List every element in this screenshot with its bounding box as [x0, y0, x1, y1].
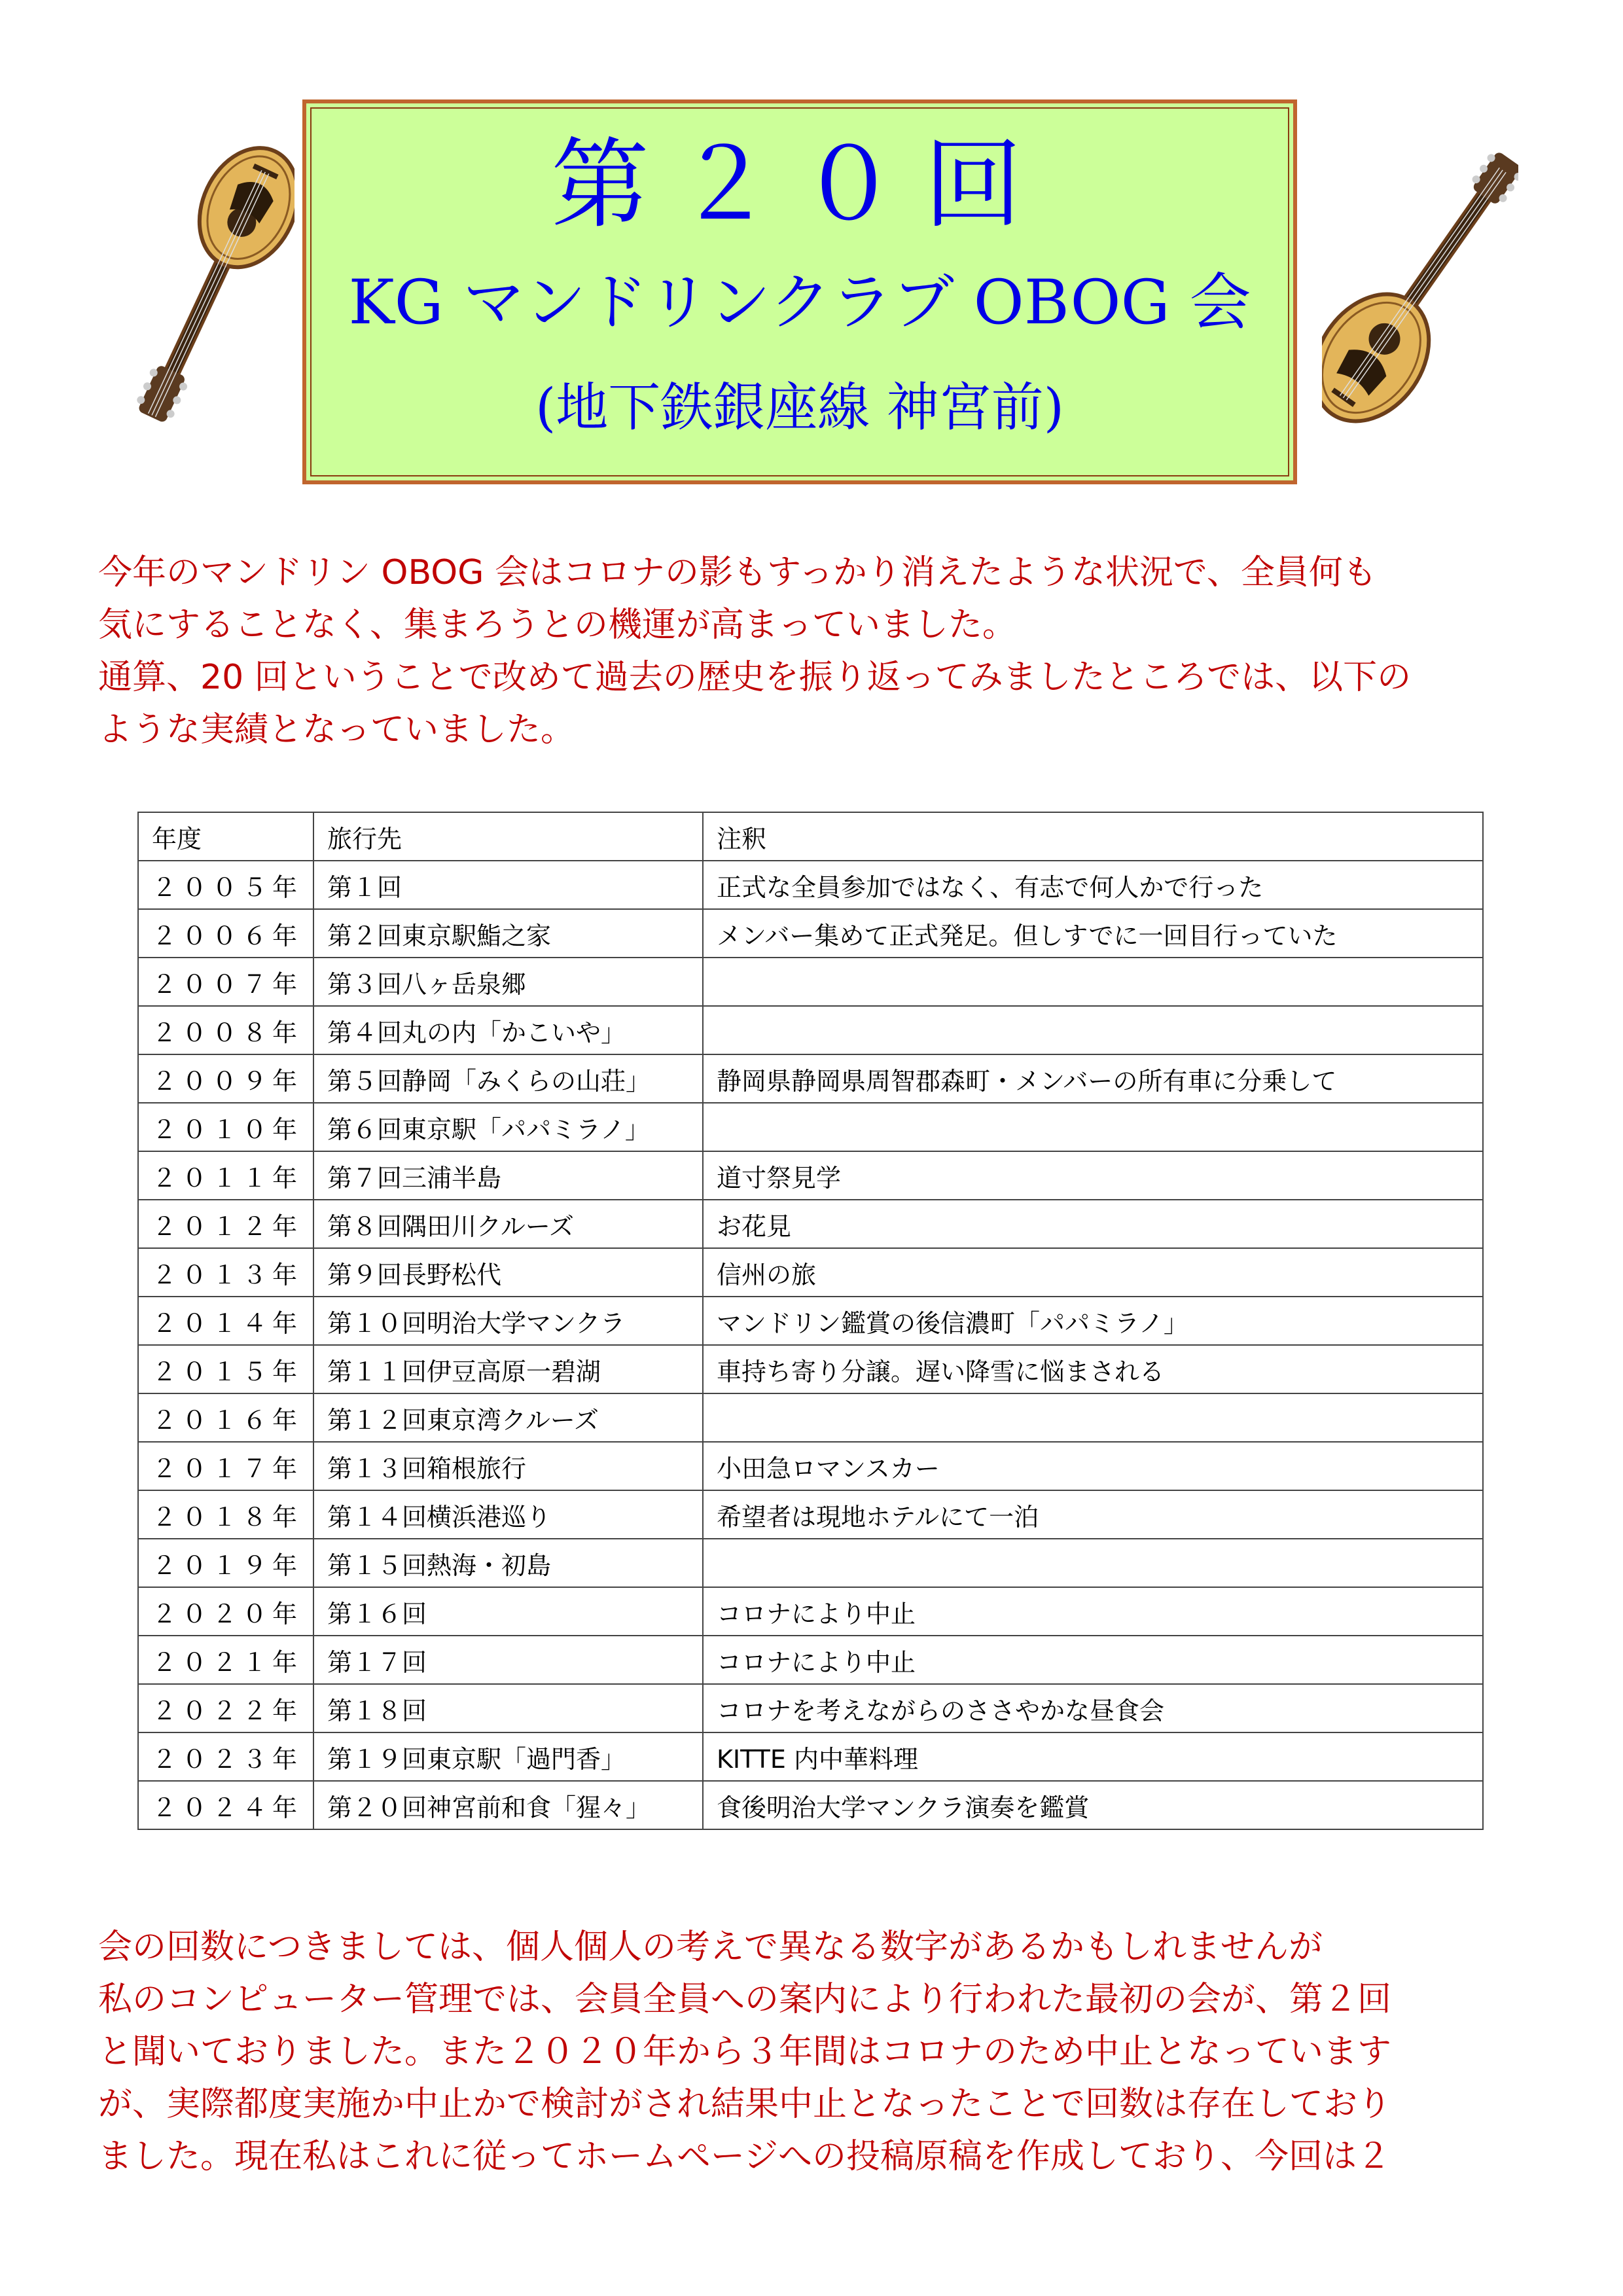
destination-cell: 第１回 — [313, 861, 703, 909]
destination-cell: 第９回長野松代 — [313, 1248, 703, 1297]
year-cell: ２０１７年 — [138, 1442, 313, 1490]
note-cell — [703, 1006, 1483, 1054]
year-cell: ２０１１年 — [138, 1151, 313, 1200]
title-location: (地下鉄銀座線 神宮前) — [535, 377, 1064, 438]
note-cell: コロナにより中止 — [703, 1636, 1483, 1684]
destination-cell: 第６回東京駅「パパミラノ」 — [313, 1103, 703, 1151]
table-row — [138, 1345, 1483, 1393]
title-edition: 第２０回 — [550, 128, 1048, 242]
table-row — [138, 1442, 1483, 1490]
destination-cell: 第２０回神宮前和食「猩々」 — [313, 1781, 703, 1829]
table-row — [138, 1200, 1483, 1248]
header-year: 年度 — [138, 812, 313, 861]
intro-line: 今年のマンドリン OBOG 会はコロナの影もすっかり消えたような状況で、全員何も — [98, 553, 1377, 592]
header-destination: 旅行先 — [313, 812, 703, 861]
note-cell: 信州の旅 — [703, 1248, 1483, 1297]
table-row — [138, 1393, 1483, 1442]
note-cell — [703, 1393, 1483, 1442]
year-cell: ２００６年 — [138, 909, 313, 958]
history-table — [137, 812, 1484, 1830]
intro-line: 通算、20 回ということで改めて過去の歴史を振り返ってみましたところでは、以下の — [98, 658, 1412, 697]
table-row — [138, 1732, 1483, 1781]
intro-paragraph — [98, 547, 1551, 756]
table-row — [138, 1103, 1483, 1151]
destination-cell: 第５回静岡「みくらの山荘」 — [313, 1054, 703, 1103]
year-cell: ２０２１年 — [138, 1636, 313, 1684]
table-row — [138, 1636, 1483, 1684]
destination-cell: 第１２回東京湾クルーズ — [313, 1393, 703, 1442]
closing-line: ました。現在私はこれに従ってホームページへの投稿原稿を作成しており、今回は２ — [98, 2137, 1391, 2176]
destination-cell: 第８回隅田川クルーズ — [313, 1200, 703, 1248]
intro-line: ような実績となっていました。 — [98, 710, 575, 749]
note-cell: コロナを考えながらのささやかな昼食会 — [703, 1684, 1483, 1732]
closing-line: と聞いておりました。また２０２０年から３年間はコロナのため中止となっています — [98, 2032, 1392, 2072]
table-row — [138, 1054, 1483, 1103]
year-cell: ２０１３年 — [138, 1248, 313, 1297]
table-row — [138, 1684, 1483, 1732]
year-cell: ２０２４年 — [138, 1781, 313, 1829]
note-cell: メンバー集めて正式発足。但しすでに一回目行っていた — [703, 909, 1483, 958]
mandolin-right-icon — [1322, 131, 1518, 445]
note-cell: マンドリン鑑賞の後信濃町「パパミラノ」 — [703, 1297, 1483, 1345]
note-cell — [703, 1103, 1483, 1151]
closing-paragraph — [98, 1921, 1551, 2183]
destination-cell: 第１５回熱海・初島 — [313, 1539, 703, 1587]
destination-cell: 第２回東京駅鮨之家 — [313, 909, 703, 958]
year-cell: ２０１８年 — [138, 1490, 313, 1539]
header-note: 注釈 — [703, 812, 1483, 861]
year-cell: ２０１２年 — [138, 1200, 313, 1248]
table-row — [138, 909, 1483, 958]
year-cell: ２００７年 — [138, 958, 313, 1006]
table-row — [138, 861, 1483, 909]
year-cell: ２０１４年 — [138, 1297, 313, 1345]
title-box — [302, 99, 1297, 484]
destination-cell: 第１６回 — [313, 1587, 703, 1636]
table-row — [138, 958, 1483, 1006]
closing-line: が、実際都度実施か中止かで検討がされ結果中止となったことで回数は存在しており — [98, 2085, 1392, 2124]
table-row — [138, 1539, 1483, 1587]
table-row — [138, 1248, 1483, 1297]
destination-cell: 第７回三浦半島 — [313, 1151, 703, 1200]
note-cell: 小田急ロマンスカー — [703, 1442, 1483, 1490]
history-table-body — [138, 861, 1483, 1829]
note-cell: 静岡県静岡県周智郡森町・メンバーの所有車に分乗して — [703, 1054, 1483, 1103]
closing-line: 私のコンピューター管理では、会員全員への案内により行われた最初の会が、第２回 — [98, 1980, 1392, 2019]
mandolin-left-icon — [131, 137, 294, 432]
note-cell — [703, 958, 1483, 1006]
year-cell: ２０２０年 — [138, 1587, 313, 1636]
note-cell: 食後明治大学マンクラ演奏を鑑賞 — [703, 1781, 1483, 1829]
table-header-row — [138, 812, 1483, 861]
destination-cell: 第１０回明治大学マンクラ — [313, 1297, 703, 1345]
note-cell: KITTE 内中華料理 — [703, 1732, 1483, 1781]
note-cell: コロナにより中止 — [703, 1587, 1483, 1636]
table-row — [138, 1781, 1483, 1829]
year-cell: ２０１９年 — [138, 1539, 313, 1587]
year-cell: ２０１５年 — [138, 1345, 313, 1393]
destination-cell: 第３回八ヶ岳泉郷 — [313, 958, 703, 1006]
title-club-name: KG マンドリンクラブ OBOG 会 — [348, 267, 1251, 338]
note-cell: 車持ち寄り分譲。遅い降雪に悩まされる — [703, 1345, 1483, 1393]
year-cell: ２０１０年 — [138, 1103, 313, 1151]
destination-cell: 第１９回東京駅「過門香」 — [313, 1732, 703, 1781]
destination-cell: 第１１回伊豆高原一碧湖 — [313, 1345, 703, 1393]
table-row — [138, 1297, 1483, 1345]
closing-line: 会の回数につきましては、個人個人の考えで異なる数字があるかもしれませんが — [98, 1928, 1323, 1967]
table-row — [138, 1587, 1483, 1636]
note-cell — [703, 1539, 1483, 1587]
note-cell: 道寸祭見学 — [703, 1151, 1483, 1200]
year-cell: ２０２２年 — [138, 1684, 313, 1732]
table-row — [138, 1151, 1483, 1200]
table-row — [138, 1006, 1483, 1054]
intro-line: 気にすることなく、集まろうとの機運が高まっていました。 — [98, 605, 1016, 645]
note-cell: 正式な全員参加ではなく、有志で何人かで行った — [703, 861, 1483, 909]
note-cell: 希望者は現地ホテルにて一泊 — [703, 1490, 1483, 1539]
destination-cell: 第１８回 — [313, 1684, 703, 1732]
destination-cell: 第１４回横浜港巡り — [313, 1490, 703, 1539]
year-cell: ２００５年 — [138, 861, 313, 909]
note-cell: お花見 — [703, 1200, 1483, 1248]
year-cell: ２００９年 — [138, 1054, 313, 1103]
year-cell: ２００８年 — [138, 1006, 313, 1054]
destination-cell: 第４回丸の内「かこいや」 — [313, 1006, 703, 1054]
destination-cell: 第１３回箱根旅行 — [313, 1442, 703, 1490]
destination-cell: 第１７回 — [313, 1636, 703, 1684]
year-cell: ２０１６年 — [138, 1393, 313, 1442]
year-cell: ２０２３年 — [138, 1732, 313, 1781]
table-row — [138, 1490, 1483, 1539]
